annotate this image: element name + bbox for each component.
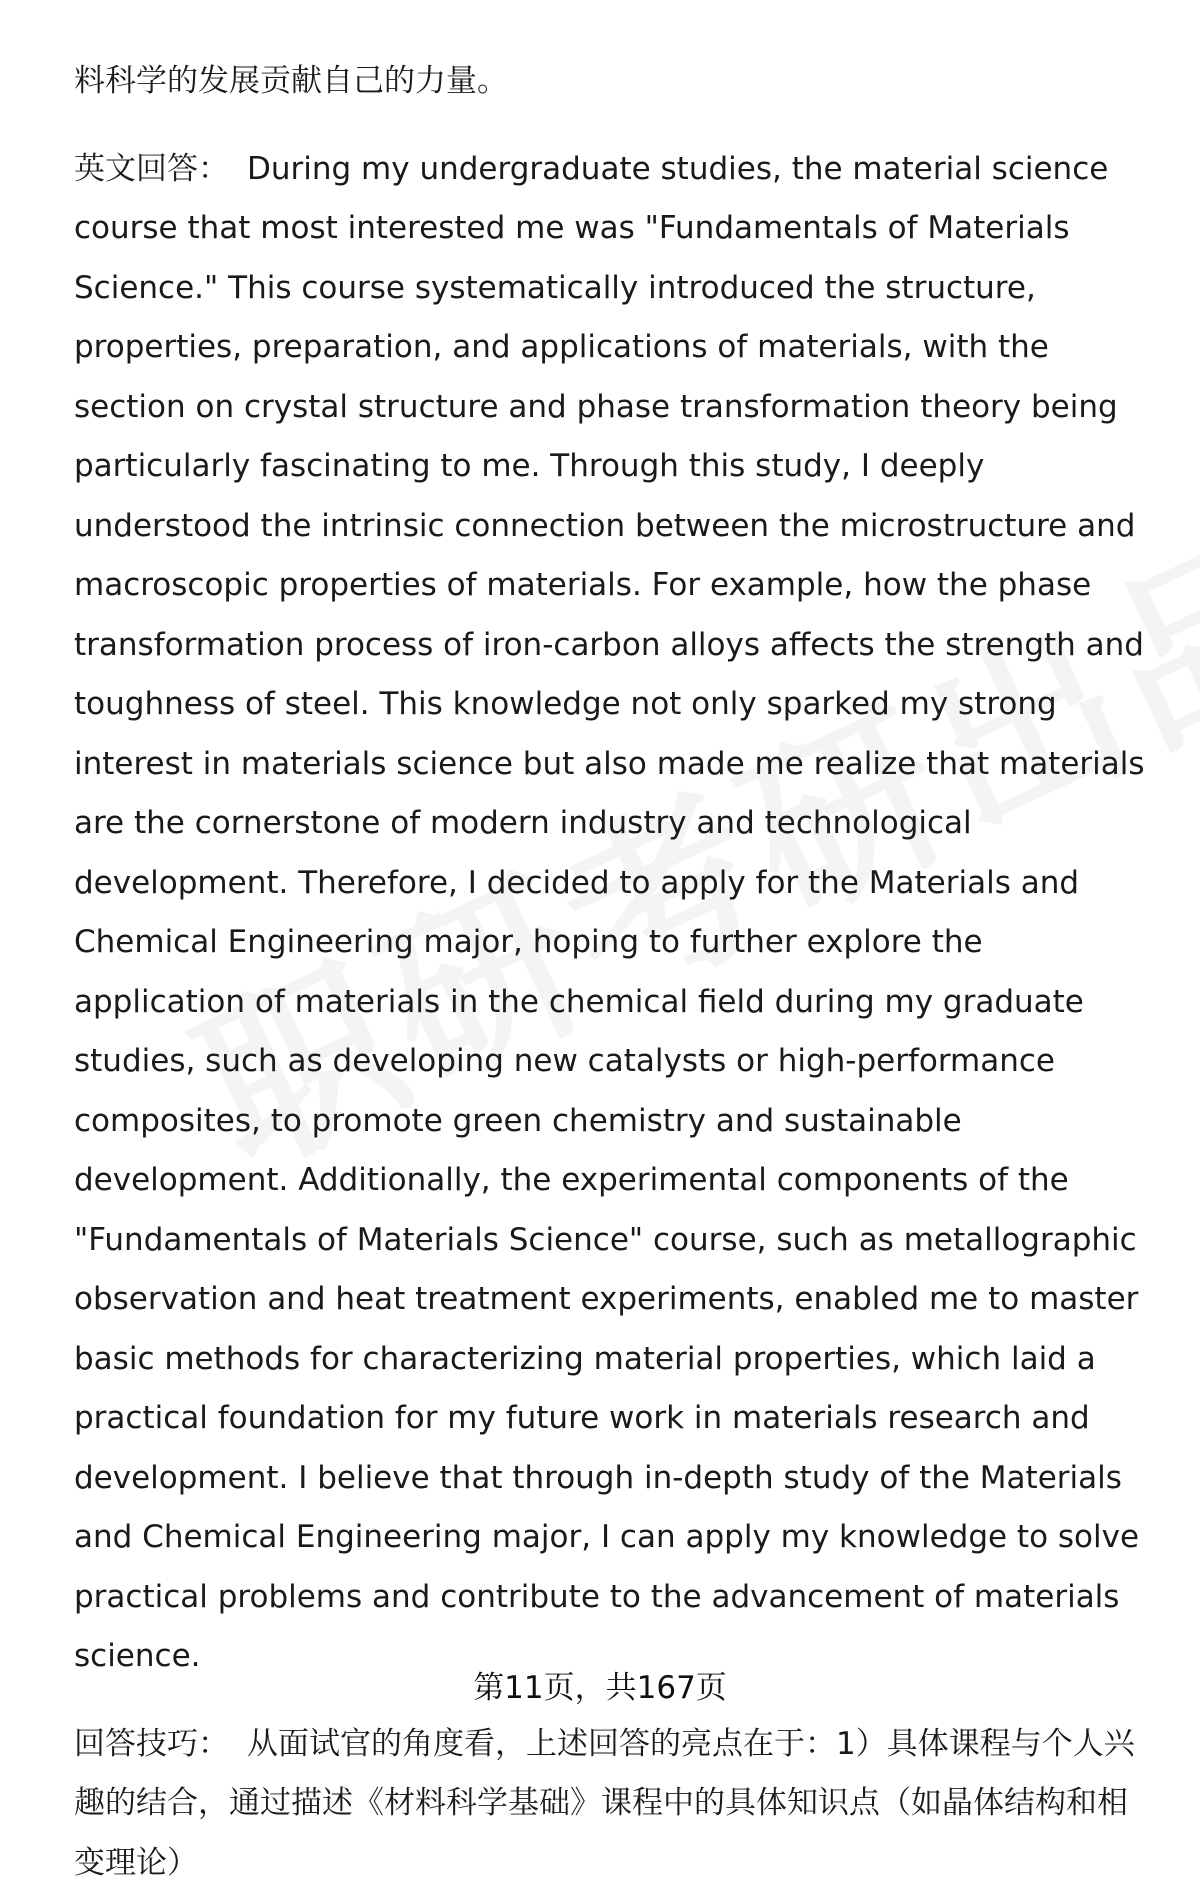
answer-tips-label: 回答技巧： bbox=[74, 1726, 229, 1762]
document-body bbox=[74, 52, 1154, 1893]
paragraph-english-answer bbox=[74, 140, 1154, 1687]
english-answer-text: During my undergraduate studies, the material science course that most interested me was "Fundamentals of Materials Science." This course systematically introduced the structure, properties, preparation, and applications of materials, with the section on crystal structure and phase transformation theory being particularly fascinating to me. Through this study, I deeply understood the intrinsic connection between the microstructure and macroscopic properties of materials. For example, how the phase transformation process of iron-carbon alloys affects the strength and toughness of steel. This knowledge not only sparked my strong interest in materials science but also made me realize that materials are the cornerstone of modern industry and technological development. Therefore, I decided to apply for the Materials and Chemical Engineering major, hoping to further explore the application of materials in the chemical field during my graduate studies, such as developing new catalysts or high-performance composites, to promote green chemistry and sustainable development. Additionally, the experimental components of the "Fundamentals of Materials Science" course, such as metallographic observation and heat treatment experiments, enabled me to master basic methods for characterizing material properties, which laid a practical foundation for my future work in materials research and development. I believe that through in-depth study of the Materials and Chemical Engineering major, I can apply my knowledge to solve practical problems and contribute to the advancement of materials science. bbox=[74, 151, 1145, 1675]
paragraph-text: 料科学的发展贡献自己的力量。 bbox=[74, 63, 508, 99]
english-answer-label: 英文回答： bbox=[74, 151, 229, 187]
paragraph-continuation bbox=[74, 52, 1154, 112]
answer-tips-text: 从面试官的角度看，上述回答的亮点在于：1）具体课程与个人兴趣的结合，通过描述《材料科学基础》课程中的具体知识点（如晶体结构和相变理论） bbox=[74, 1726, 1135, 1881]
page-number-footer: 第11页，共167页 bbox=[0, 1668, 1200, 1708]
paragraph-answer-tips bbox=[74, 1715, 1154, 1893]
